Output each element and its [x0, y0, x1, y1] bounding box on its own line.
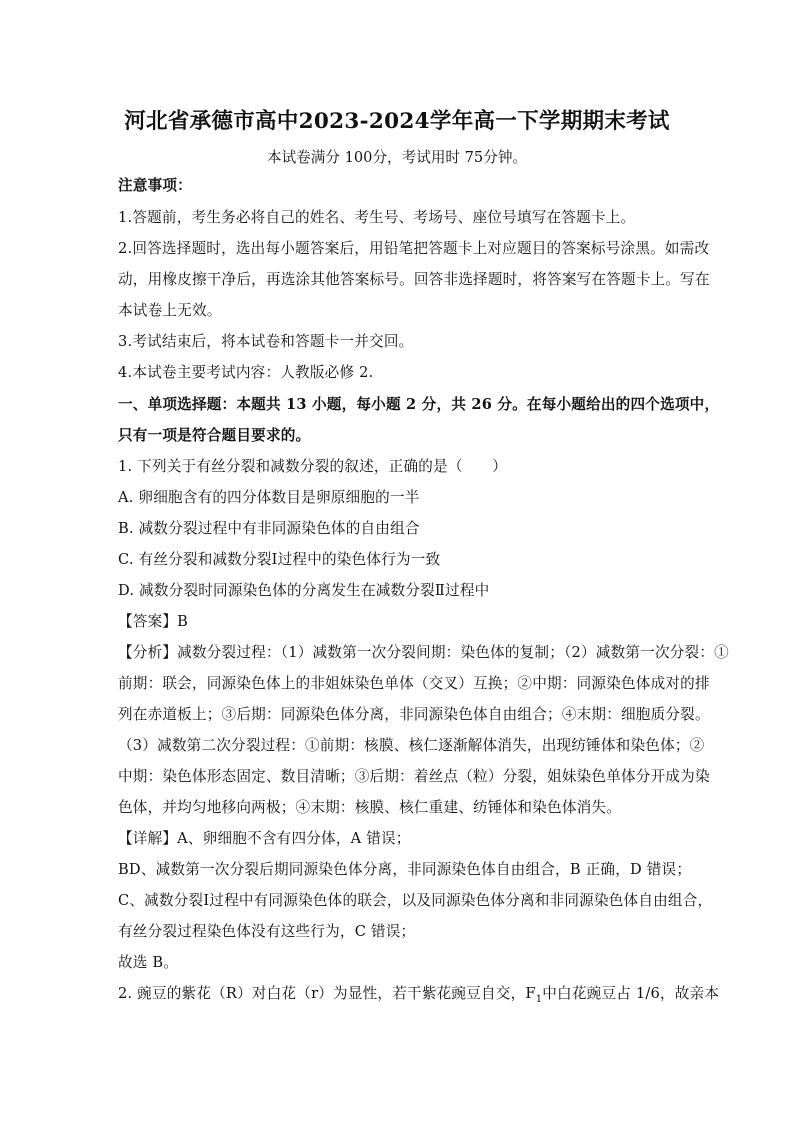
- notice-line: 4.本试卷主要考试内容：人教版必修 2.: [118, 364, 374, 381]
- analysis-line: （3）减数第二次分裂过程：①前期：核膜、核仁逐渐解体消失，出现纺锤体和染色体；②: [118, 737, 705, 754]
- notice-line: 1.答题前，考生务必将自己的姓名、考生号、考场号、座位号填写在答题卡上。: [118, 209, 636, 226]
- option-c: C. 有丝分裂和减数分裂Ⅰ过程中的染色体行为一致: [118, 551, 441, 568]
- analysis-line: 前期：联会，同源染色体上的非姐妹染色单体（交叉）互换；②中期：同源染色体成对的排: [118, 675, 710, 692]
- detail-line: 【详解】A、卵细胞不含有四分体，A 错误；: [118, 830, 411, 847]
- section-heading: 只有一项是符合题目要求的。: [118, 427, 311, 444]
- notice-line: 动，用橡皮擦干净后，再选涂其他答案标号。回答非选择题时，将答案写在答题卡上。写在: [118, 271, 710, 288]
- detail-line: 故选 B。: [118, 954, 179, 971]
- analysis-line: 色体，并均匀地移向两极；④末期：核膜、核仁重建、纺锤体和染色体消失。: [118, 799, 621, 816]
- q2-stem-end: 中白花豌豆占 1/6，故亲本: [542, 985, 720, 1002]
- option-a: A. 卵细胞含有的四分体数目是卵原细胞的一半: [118, 489, 420, 506]
- notice-line: 本试卷上无效。: [118, 302, 222, 319]
- q2-stem-start: 2. 豌豆的紫花（R）对白花（r）为显性，若干紫花豌豆自交，F: [118, 985, 536, 1002]
- analysis-line: 【分析】减数分裂过程：（1）减数第一次分裂间期：染色体的复制；（2）减数第一次分裂：①: [118, 644, 729, 661]
- detail-line: C、减数分裂Ⅰ过程中有同源染色体的联会，以及同源染色体分离和非同源染色体自由组合，: [118, 892, 713, 909]
- analysis-line: 列在赤道板上；③后期：同源染色体分离，非同源染色体自由组合；④末期：细胞质分裂。: [118, 706, 710, 723]
- notice-heading: 注意事项：: [118, 177, 192, 194]
- detail-line: 有丝分裂过程染色体没有这些行为，C 错误；: [118, 923, 416, 940]
- exam-subtitle: 本试卷满分 100分，考试用时 75分钟。: [266, 149, 528, 166]
- notice-line: 2.回答选择题时，选出每小题答案后，用铅笔把答题卡上对应题目的答案标号涂黑。如需改: [118, 240, 710, 257]
- question-stem: [118, 985, 719, 1009]
- option-b: B. 减数分裂过程中有非同源染色体的自由组合: [118, 520, 420, 537]
- q2-stem-subscript: 1: [535, 993, 543, 1005]
- analysis-line: 中期：染色体形态固定、数目清晰；③后期：着丝点（粒）分裂，姐妹染色单体分开成为染: [118, 768, 710, 785]
- section-heading: 一、单项选择题：本题共 13 小题，每小题 2 分，共 26 分。在每小题给出的四个选项中，: [118, 396, 720, 413]
- notice-line: 3.考试结束后，将本试卷和答题卡一并交回。: [118, 333, 414, 350]
- exam-title: 河北省承德市高中2023-2024学年高一下学期期末考试: [124, 109, 670, 134]
- detail-line: BD、减数第一次分裂后期同源染色体分离，非同源染色体自由组合，B 正确，D 错误；: [118, 861, 692, 878]
- question-stem: 1. 下列关于有丝分裂和减数分裂的叙述，正确的是（ ）: [118, 458, 508, 475]
- answer-line: 【答案】B: [118, 613, 189, 630]
- option-d: D. 减数分裂时同源染色体的分离发生在减数分裂Ⅱ过程中: [118, 582, 490, 599]
